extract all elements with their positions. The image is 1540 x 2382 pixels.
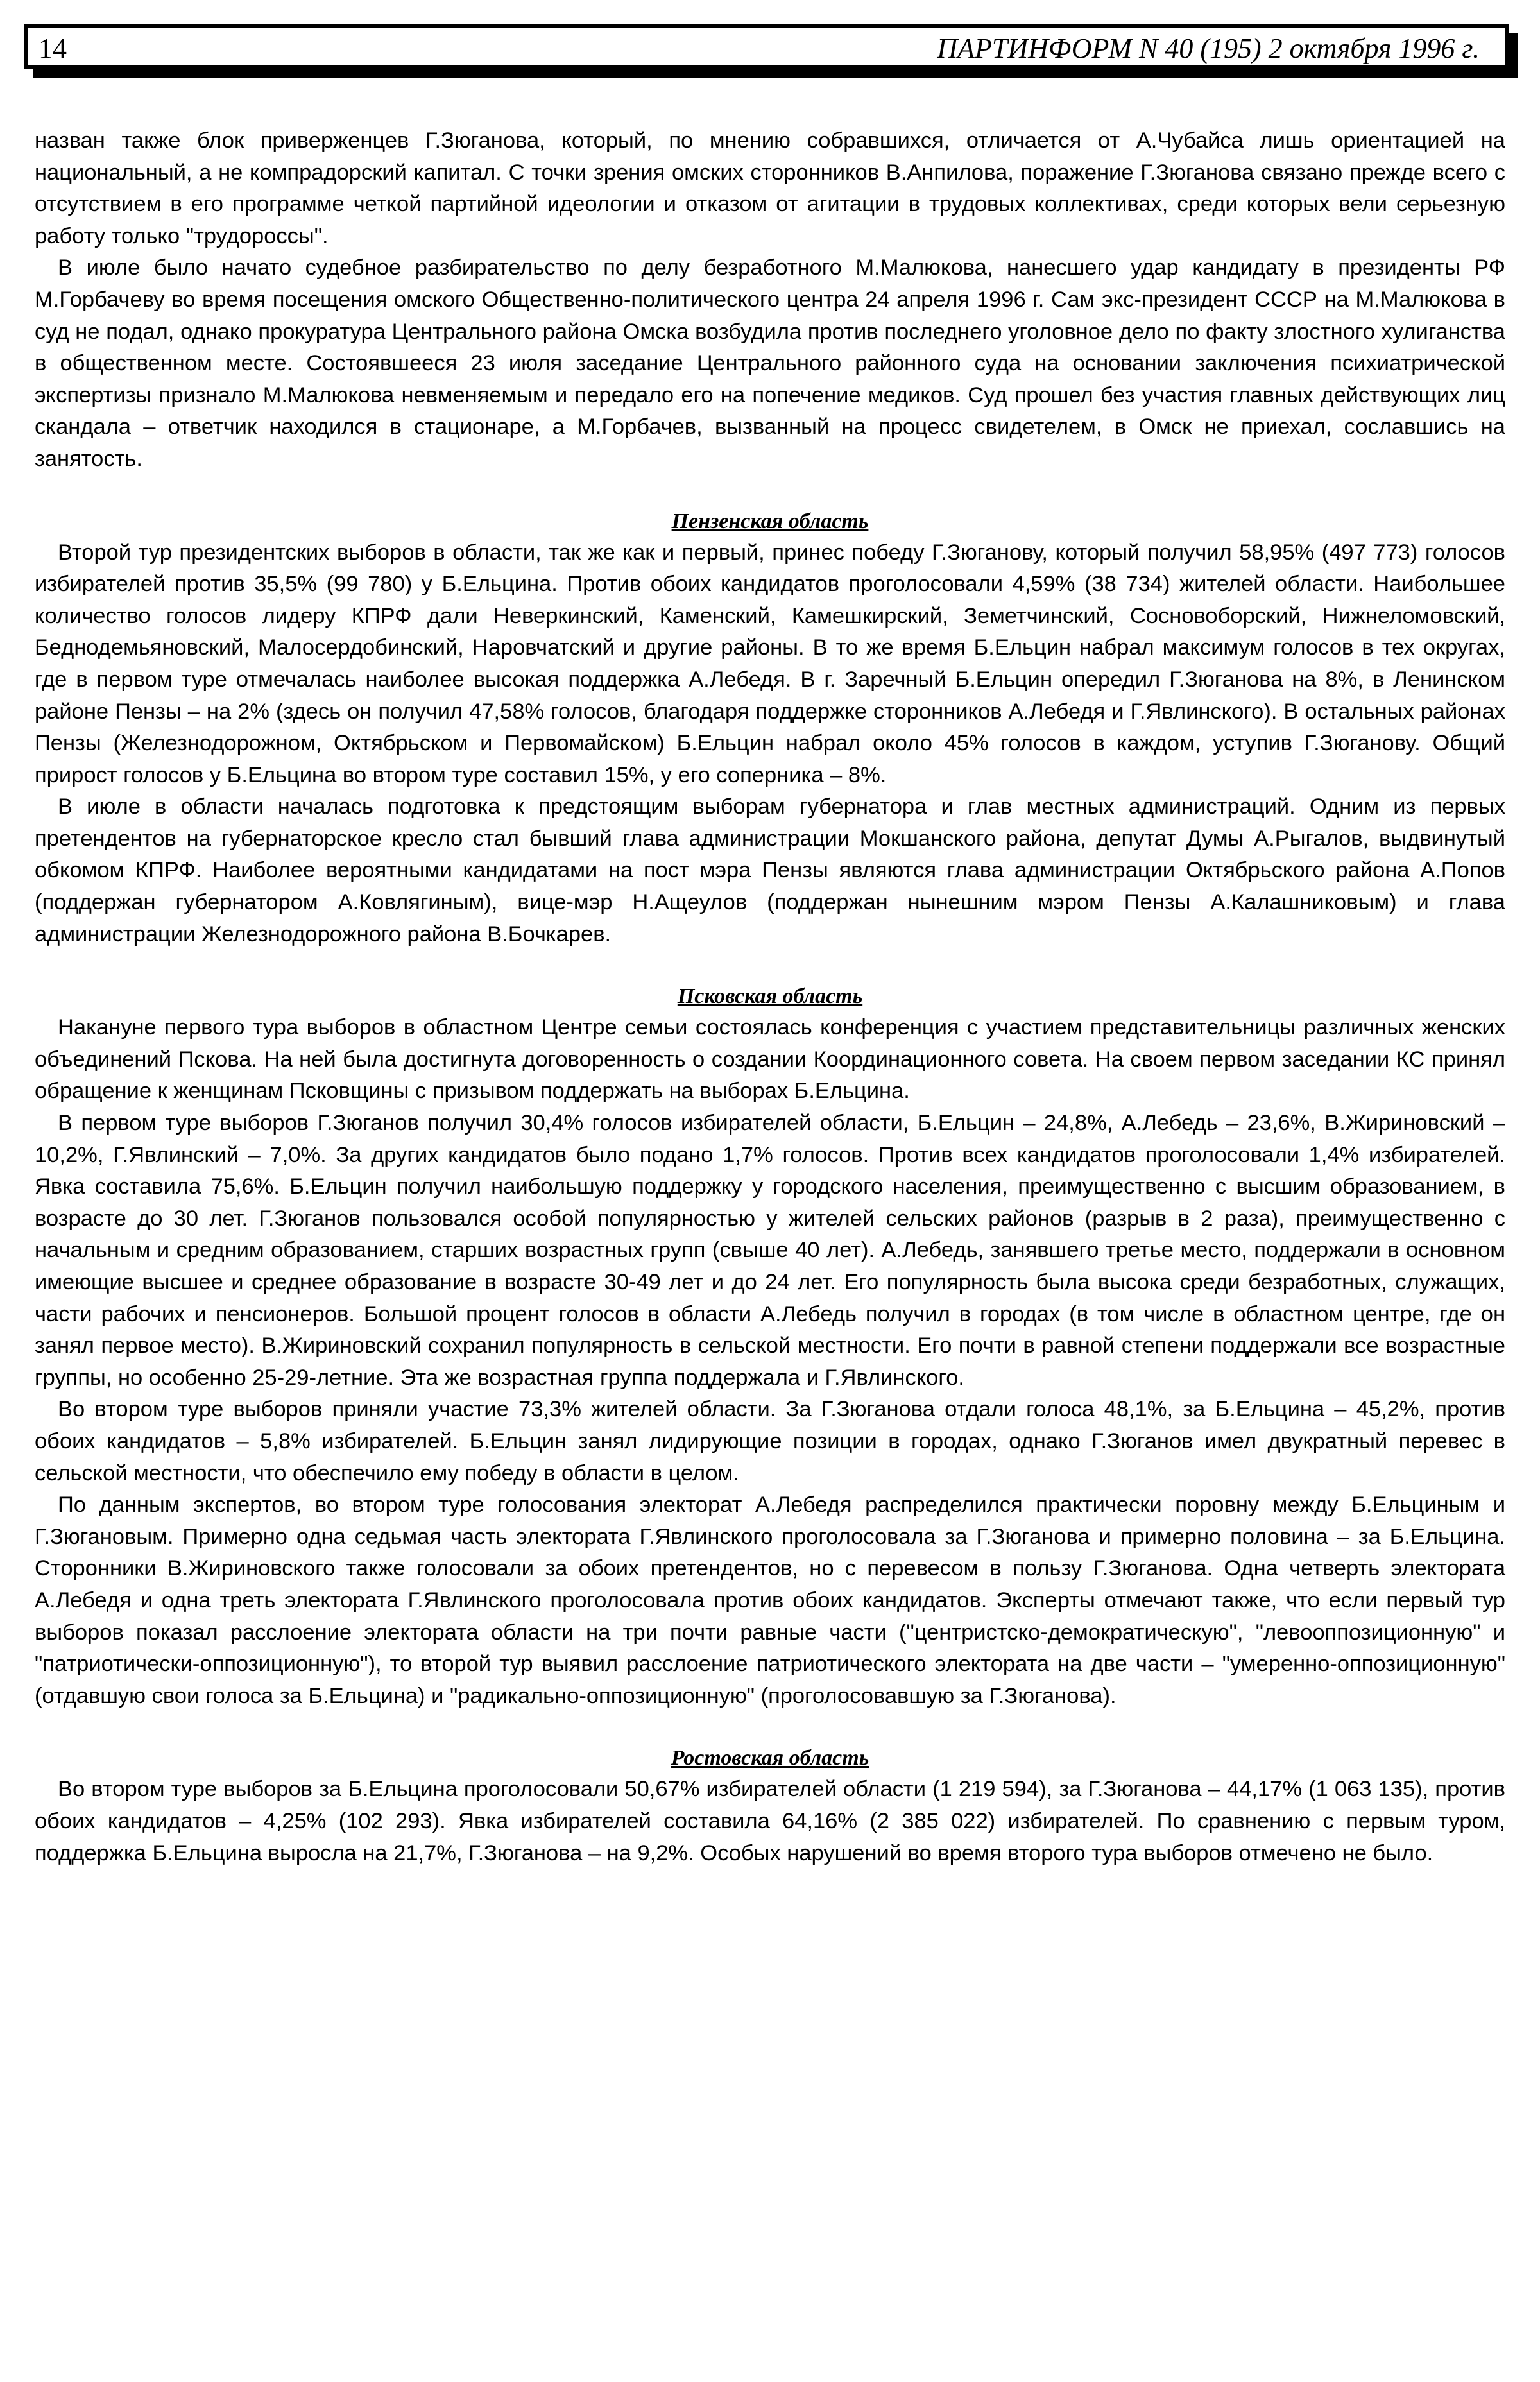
issue-title: ПАРТИНФОРМ N 40 (195) 2 октября 1996 г.: [937, 33, 1480, 64]
paragraph: В июле было начато судебное разбирательство по делу безработного М.Малюкова, нанесшего удар кандидату в президенты РФ М.Горбачеву во время посещения омского Общественно-политического центра 24 апреля 1996 г. Сам экс-президент СССР на М.Малюкова в суд не подал, однако прокуратура Центрального района Омска возбудила против последнего уголовное дело по факту злостного хулиганства в общественном месте. Состоявшееся 23 июля заседание Центрального районного суда на основании заключения психиатрической экспертизы признало М.Малюкова невменяемым и передало его на попечение медиков. Суд прошел без участия главных действующих лиц скандала – ответчик находился в стационаре, а М.Горбачев, вызванный на процесс свидетелем, в Омск не приехал, сославшись на занятость.: [35, 255, 1505, 471]
section-gap: [35, 1712, 1505, 1743]
paragraph: В июле в области началась подготовка к предстоящим выборам губернатора и глав местных администраций. Одним из первых претендентов на губернаторское кресло стал бывший глава администрации Мокшанского района, депутат Думы А.Рыгалов, выдвинутый обкомом КПРФ. Наиболее вероятными кандидатами на пост мэра Пензы являются глава администрации Октябрьского района А.Попов (поддержан губернатором А.Ковлягиным), вице-мэр Н.Ащеулов (поддержан нынешним мэром Пензы А.Калашниковым) и глава администрации Железнодорожного района В.Бочкарев.: [35, 794, 1505, 947]
paragraph: назван также блок приверженцев Г.Зюганова, который, по мнению собравшихся, отличается от А.Чубайса лишь ориентацией на национальный, а не компрадорский капитал. С точки зрения омских сторонников В.Анпилова, поражение Г.Зюганова связано прежде всего с отсутствием в его программе четкой партийной идеологии и отказом от агитации в трудовых коллективах, среди которых вели серьезную работу только "трудороссы".: [35, 128, 1505, 248]
paragraph: Второй тур президентских выборов в области, так же как и первый, принес победу Г.Зюганову, который получил 58,95% (497 773) голосов избирателей против 35,5% (99 780) у Б.Ельцина. Против обоих кандидатов проголосовали 4,59% (38 734) жителей области. Наибольшее количество голосов лидеру КПРФ дали Неверкинский, Каменский, Камешкирский, Земетчинский, Сосновоборский, Нижнеломовский, Беднодемьяновский, Малосердобинский, Наровчатский и другие районы. В то же время Б.Ельцин набрал максимум голосов в тех округах, где в первом туре отмечалась наиболее высокая поддержка А.Лебедя. В г. Заречный Б.Ельцин опередил Г.Зюганова на 8%, в Ленинском районе Пензы – на 2% (здесь он получил 47,58% голосов, благодаря поддержке сторонников А.Лебедя и Г.Явлинского). В остальных районах Пензы (Железнодорожном, Октябрьском и Первомайском) Б.Ельцин набрал около 45% голосов в каждом, уступив Г.Зюганову. Общий прирост голосов у Б.Ельцина во втором туре составил 15%, у его соперника – 8%.: [35, 540, 1505, 787]
paragraph: В первом туре выборов Г.Зюганов получил 30,4% голосов избирателей области, Б.Ельцин – 24,8%, А.Лебедь – 23,6%, В.Жириновский – 10,2%, Г.Явлинский – 7,0%. За других кандидатов было подано 1,7% голосов. Против всех кандидатов проголосовали 1,4% избирателей. Явка составила 75,6%. Б.Ельцин получил наибольшую поддержку у городского населения, преимущественно с высшим образованием, в возрасте до 30 лет. Г.Зюганов пользовался особой популярностью у жителей сельских районов (разрыв в 2 раза), преимущественно с начальным и средним образованием, старших возрастных групп (свыше 40 лет). А.Лебедь, занявшего третье место, поддержали в основном имеющие высшее и среднее образование в возрасте 30-49 лет и до 24 лет. Его популярность была высока среди безработных, служащих, части рабочих и пенсионеров. Большой процент голосов в области А.Лебедь получил в городах (в том числе в областном центре, где он занял первое место). В.Жириновский сохранил популярность в сельской местности. Его почти в равной степени поддержали все возрастные группы, но особенно 25-29-летние. Эта же возрастная группа поддержала и Г.Явлинского.: [35, 1111, 1505, 1390]
section-gap: [35, 950, 1505, 981]
paragraph: Накануне первого тура выборов в областном Центре семьи состоялась конференция с участием представительницы различных женских объединений Пскова. На ней была достигнута договоренность о создании Координационного совета. На своем первом заседании КС принял обращение к женщинам Псковщины с призывом поддержать на выборах Б.Ельцина.: [35, 1015, 1505, 1104]
paragraph: Во втором туре выборов приняли участие 73,3% жителей области. За Г.Зюганова отдали голоса 48,1%, за Б.Ельцина – 45,2%, против обоих кандидатов – 5,8% избирателей. Б.Ельцин занял лидирующие позиции в городах, однако Г.Зюганов имел двукратный перевес в сельской местности, что обеспечило ему победу в области в целом.: [35, 1397, 1505, 1486]
page-header: [24, 24, 1509, 69]
paragraph: По данным экспертов, во втором туре голосования электорат А.Лебедя распределился практически поровну между Б.Ельциным и Г.Зюгановым. Примерно одна седьмая часть электората Г.Явлинского проголосовала за Г.Зюганова и примерно половина – за Б.Ельцина. Сторонники В.Жириновского также голосовали за обоих претендентов, но с перевесом в пользу Г.Зюганова. Одна четверть электората А.Лебедя и одна треть электората Г.Явлинского проголосовала против обоих кандидатов. Эксперты отмечают также, что если первый тур выборов показал расслоение электората области на три почти равные части ("центристско-демократическую", "левооппозиционную" и "патриотически-оппозиционную"), то второй тур выявил расслоение патриотического электората на две части – "умеренно-оппозиционную" (отдавшую свои голоса за Б.Ельцина) и "радикально-оппозиционную" (проголосовавшую за Г.Зюганова).: [35, 1493, 1505, 1708]
section-title-penza: Пензенская область: [671, 509, 869, 533]
article-body: [35, 125, 1505, 1869]
section-title-pskov: Псковская область: [677, 984, 863, 1009]
paragraph: Во втором туре выборов за Б.Ельцина проголосовали 50,67% избирателей области (1 219 594), за Г.Зюганова – 44,17% (1 063 135), против обоих кандидатов – 4,25% (102 293). Явка избирателей составила 64,16% (2 385 022) избирателей. По сравнению с первым туром, поддержка Б.Ельцина выросла на 21,7%, Г.Зюганова – на 9,2%. Особых нарушений во время второго тура выборов отмечено не было.: [35, 1777, 1505, 1865]
page-number: 14: [38, 33, 67, 64]
section-gap: [35, 476, 1505, 506]
section-title-rostov: Ростовская область: [671, 1746, 869, 1770]
